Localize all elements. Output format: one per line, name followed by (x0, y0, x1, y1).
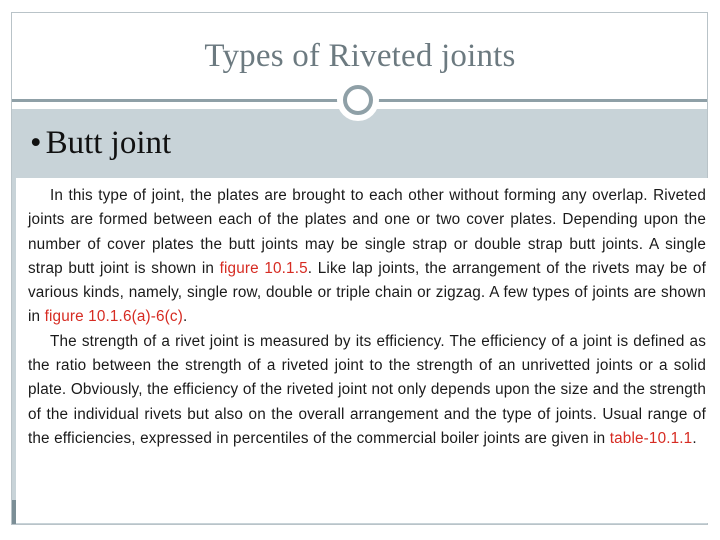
figure-reference-link[interactable]: figure 10.1.5 (219, 259, 308, 277)
paragraph-text: . Like lap joints, the arrangement of the rivets may be of various kinds, namely, single row, double or triple chain or zigzag. A few types of joints are shown in (28, 259, 706, 326)
paragraph-2 (28, 330, 706, 451)
circle-ring-icon (337, 79, 379, 121)
bullet-symbol: • (30, 125, 42, 161)
paragraph-text: . (692, 429, 697, 447)
paragraph-1 (28, 184, 706, 330)
paragraph-text: In this type of joint, the plates are brought to each other without forming any overlap. Riveted joints are formed between each of the plates and one or two cover plates. Depending upon the number of cover plates the butt joints may be single strap or double strap butt joints. A single strap butt joint is shown in (28, 187, 706, 277)
bullet-text: Butt joint (45, 125, 172, 161)
document-excerpt (16, 178, 712, 523)
paragraph-text: The strength of a rivet joint is measured by its efficiency. The efficiency of a joint is defined as the ratio between the strength of a riveted joint to the strength of an unrivetted joints or a solid plate. Obviously, the efficiency of the riveted joint not only depends upon the size and the strength of the individual rivets but also on the overall arrangement and the type of joints. Usual range of the efficiencies, expressed in percentiles of the commercial boiler joints are given in (28, 332, 706, 447)
figure-reference-link[interactable]: table-10.1.1 (609, 429, 693, 447)
bullet-item (30, 125, 171, 162)
panel-edge (12, 500, 16, 524)
slide-title: Types of Riveted joints (204, 38, 516, 74)
figure-reference-link[interactable]: figure 10.1.6(a)-6(c) (44, 308, 183, 326)
paragraph-text: . (182, 308, 188, 326)
